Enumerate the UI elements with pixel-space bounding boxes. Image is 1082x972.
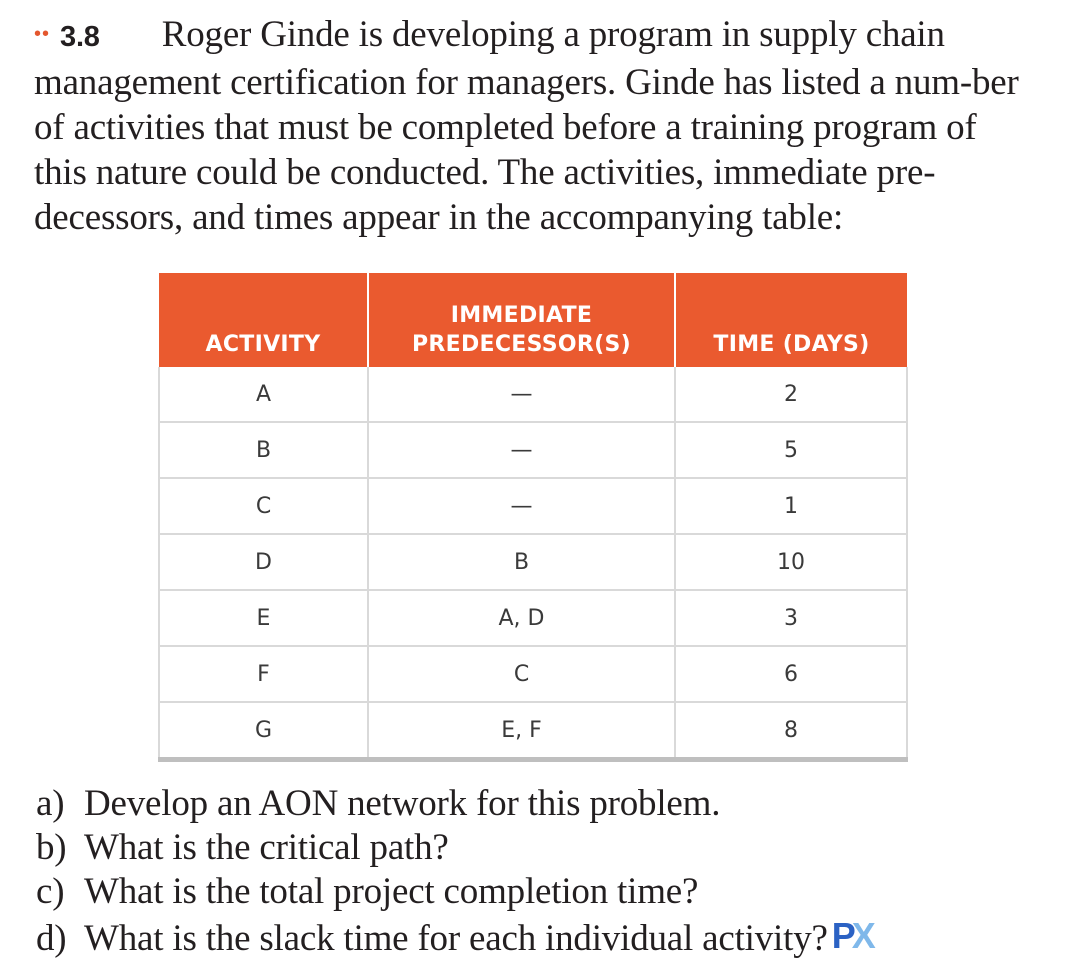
cell-predecessors: — [368,367,675,422]
header-predecessors-text: IMMEDIATE PREDECESSOR(S) [411,303,632,357]
table-row [159,590,907,646]
cell-predecessors: E, F [368,702,675,760]
question-text: Develop an AON network for this problem. [84,783,721,824]
header-time: TIME (DAYS) [675,273,907,367]
question-text: What is the total project completion time? [84,871,699,912]
question-letter: c) [36,871,65,912]
cell-time: 1 [675,478,907,534]
question-a [36,782,872,826]
cell-predecessors: C [368,646,675,702]
table-row [159,367,907,422]
cell-predecessors: A, D [368,590,675,646]
question-text: What is the slack time for each individual activity? [84,918,828,959]
cell-activity: F [159,646,368,702]
table-row [159,478,907,534]
question-letter: a) [36,783,65,824]
cell-activity: D [159,534,368,590]
header-predecessors [368,273,675,367]
table-row [159,422,907,478]
cell-activity: C [159,478,368,534]
cell-time: 2 [675,367,907,422]
question-c [36,870,872,914]
cell-time: 8 [675,702,907,760]
cell-time: 10 [675,534,907,590]
cell-predecessors: — [368,422,675,478]
difficulty-dots: •• [34,23,51,45]
problem-body: Roger Ginde is developing a program in supply chain management certification for managers. Ginde has listed a num-ber of activities that must be completed before a training program of this nature could be conducted. The activities, immediate pre-decessors, and times appear in the accompanying table: [34,14,1019,238]
cell-activity: E [159,590,368,646]
cell-predecessors: — [368,478,675,534]
cell-activity: G [159,702,368,760]
px-logo-icon: PX [831,915,872,956]
cell-activity: B [159,422,368,478]
table-header-row [159,273,907,367]
question-letter: b) [36,827,67,868]
cell-time: 3 [675,590,907,646]
header-activity: ACTIVITY [159,273,368,367]
table-row [159,702,907,760]
cell-time: 6 [675,646,907,702]
activity-table [158,273,908,762]
question-list [36,782,872,961]
cell-predecessors: B [368,534,675,590]
question-b [36,826,872,870]
question-letter: d) [36,918,67,959]
question-d [36,914,872,961]
cell-time: 5 [675,422,907,478]
table-row [159,534,907,590]
table-row [159,646,907,702]
cell-activity: A [159,367,368,422]
problem-statement [34,12,1034,240]
problem-number: 3.8 [60,21,100,53]
question-text: What is the critical path? [84,827,449,868]
